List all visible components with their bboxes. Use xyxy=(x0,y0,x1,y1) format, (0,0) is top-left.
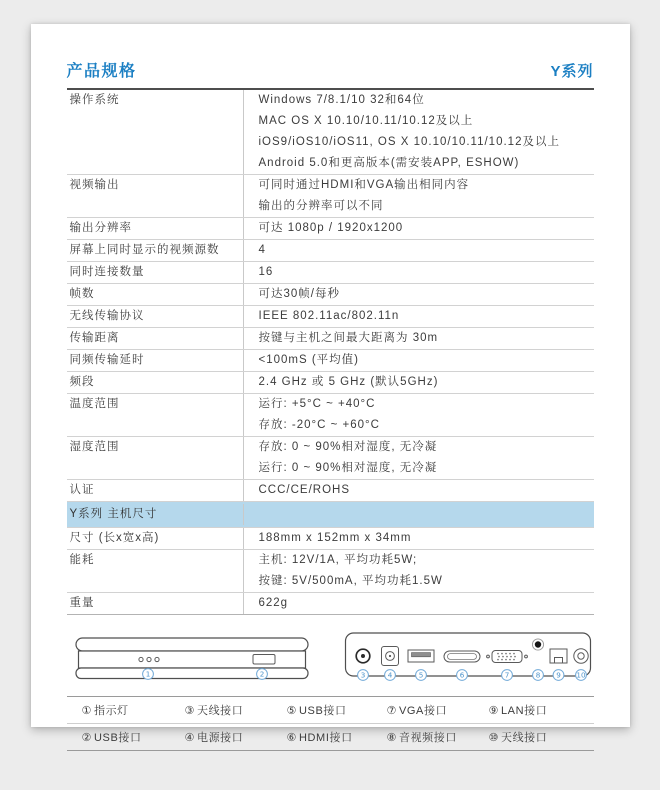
circled-number: ③ xyxy=(184,704,195,717)
spec-label: 频段 xyxy=(69,376,95,388)
port-legend xyxy=(67,696,594,751)
spec-row-humidity xyxy=(67,437,594,480)
svg-text:3: 3 xyxy=(360,670,365,680)
circled-number: ② xyxy=(81,731,92,744)
spec-value: 622g xyxy=(243,593,594,614)
svg-text:1: 1 xyxy=(145,669,150,679)
device-diagrams xyxy=(73,630,592,684)
spec-row-distance xyxy=(67,328,594,350)
spec-row-framerate xyxy=(67,284,594,306)
spec-label: 认证 xyxy=(69,484,95,496)
spec-label: 温度范围 xyxy=(69,398,120,410)
spec-row-wireless-protocol xyxy=(67,306,594,328)
device-top-edge xyxy=(76,638,308,651)
spec-value: CCC/CE/ROHS xyxy=(243,480,594,501)
spec-section-header-host-size xyxy=(67,502,594,528)
spec-value: 16 xyxy=(243,262,594,283)
legend-item-10: ⑩ 天线接口 xyxy=(488,731,548,744)
legend-item-9: ⑨ LAN接口 xyxy=(488,704,548,717)
legend-item-7: ⑦ VGA接口 xyxy=(386,704,448,717)
svg-text:10: 10 xyxy=(575,670,586,680)
legend-item-1: ① 指示灯 xyxy=(81,704,129,717)
port-number-6 xyxy=(456,670,467,681)
circled-number: ① xyxy=(81,704,92,717)
port-number-1 xyxy=(142,669,153,680)
rear-panel-outline xyxy=(345,633,590,676)
circled-number: ⑧ xyxy=(386,731,397,744)
spec-value: IEEE 802.11ac/802.11n xyxy=(243,306,594,327)
svg-text:6: 6 xyxy=(459,670,464,680)
section-header-label: Y系列 主机尺寸 xyxy=(69,508,158,520)
svg-text:7: 7 xyxy=(504,670,509,680)
spec-label: 同频传输延时 xyxy=(69,354,145,366)
rear-panel-diagram xyxy=(344,630,592,684)
spec-label: 屏幕上同时显示的视频源数 xyxy=(69,244,220,256)
spec-label: 能耗 xyxy=(69,554,95,566)
svg-text:5: 5 xyxy=(418,670,423,680)
spec-table xyxy=(67,88,594,615)
spec-label: 帧数 xyxy=(69,288,95,300)
spec-value: 主机: 12V/1A, 平均功耗5W; 按键: 5V/500mA, 平均功耗1.5W xyxy=(243,550,594,592)
spec-label: 湿度范围 xyxy=(69,441,120,453)
spec-value: 188mm x 152mm x 34mm xyxy=(243,528,594,549)
spec-row-connections xyxy=(67,262,594,284)
spec-value: 运行: +5°C ~ +40°C 存放: -20°C ~ +60°C xyxy=(243,394,594,436)
spec-label: 无线传输协议 xyxy=(69,310,145,322)
port-number-4 xyxy=(384,670,395,681)
spec-row-video-output xyxy=(67,175,594,218)
port-number-2 xyxy=(256,669,267,680)
svg-text:9: 9 xyxy=(555,670,561,680)
legend-row-1 xyxy=(67,697,594,724)
spec-label: 同时连接数量 xyxy=(69,266,145,278)
spec-value: 存放: 0 ~ 90%相对湿度, 无冷凝 运行: 0 ~ 90%相对湿度, 无冷凝 xyxy=(243,437,594,479)
circled-number: ⑦ xyxy=(386,704,397,717)
spec-sheet-card xyxy=(31,24,630,744)
spec-value: 可达 1080p / 1920x1200 xyxy=(243,218,594,239)
spec-label: 重量 xyxy=(69,597,95,609)
port-number-10 xyxy=(575,670,586,681)
svg-text:8: 8 xyxy=(535,670,540,680)
section-header-spacer xyxy=(243,504,594,525)
spec-row-dimensions xyxy=(67,528,594,550)
circled-number: ④ xyxy=(184,731,195,744)
port-number-7 xyxy=(501,670,512,681)
device-front-face xyxy=(78,651,305,668)
spec-row-os xyxy=(67,90,594,175)
spec-label: 输出分辨率 xyxy=(69,222,132,234)
circled-number: ⑨ xyxy=(488,704,499,717)
port-number-8 xyxy=(532,670,543,681)
spec-value: 2.4 GHz 或 5 GHz (默认5GHz) xyxy=(243,372,594,393)
page-title: 产品规格 xyxy=(66,63,137,80)
legend-item-2: ② USB接口 xyxy=(81,731,142,744)
spec-label: 传输距离 xyxy=(69,332,120,344)
spec-value: 4 xyxy=(243,240,594,261)
port-number-3 xyxy=(357,670,368,681)
spec-label: 尺寸 (长x宽x高) xyxy=(69,532,160,544)
spec-row-resolution xyxy=(67,218,594,240)
series-label: Y系列 xyxy=(550,63,594,80)
spec-label: 视频输出 xyxy=(69,179,120,191)
spec-row-certification xyxy=(67,480,594,502)
circled-number: ⑥ xyxy=(286,731,297,744)
spec-row-latency xyxy=(67,350,594,372)
port-number-5 xyxy=(415,670,426,681)
legend-row-2 xyxy=(67,724,594,750)
circled-number: ⑤ xyxy=(286,704,297,717)
header xyxy=(67,58,594,81)
spec-row-temperature xyxy=(67,394,594,437)
legend-item-6: ⑥ HDMI接口 xyxy=(286,731,353,744)
front-panel-diagram xyxy=(73,630,311,684)
spec-row-sources xyxy=(67,240,594,262)
legend-item-5: ⑤ USB接口 xyxy=(286,704,347,717)
spec-value: Windows 7/8.1/10 32和64位 MAC OS X 10.10/10.11/10.12及以上 iOS9/iOS10/iOS11, OS X 10.10/10.11/10.12及以上 Android 5.0和更高版本(需安装APP, ESHOW) xyxy=(243,90,594,174)
spec-label: 操作系统 xyxy=(69,94,120,106)
spec-value: 可达30帧/每秒 xyxy=(243,284,594,305)
spec-value: <100mS (平均值) xyxy=(243,350,594,371)
legend-item-8: ⑧ 音视频接口 xyxy=(386,731,457,744)
legend-item-3: ③ 天线接口 xyxy=(184,704,244,717)
spec-row-frequency xyxy=(67,372,594,394)
circled-number: ⑩ xyxy=(488,731,499,744)
svg-text:4: 4 xyxy=(387,670,392,680)
svg-text:2: 2 xyxy=(259,669,264,679)
device-bottom-edge xyxy=(76,668,308,679)
spec-row-power-consumption xyxy=(67,550,594,593)
spec-row-weight xyxy=(67,593,594,614)
spec-value: 可同时通过HDMI和VGA输出相同内容 输出的分辨率可以不同 xyxy=(243,175,594,217)
port-number-9 xyxy=(553,670,564,681)
spec-value: 按键与主机之间最大距离为 30m xyxy=(243,328,594,349)
legend-item-4: ④ 电源接口 xyxy=(184,731,244,744)
